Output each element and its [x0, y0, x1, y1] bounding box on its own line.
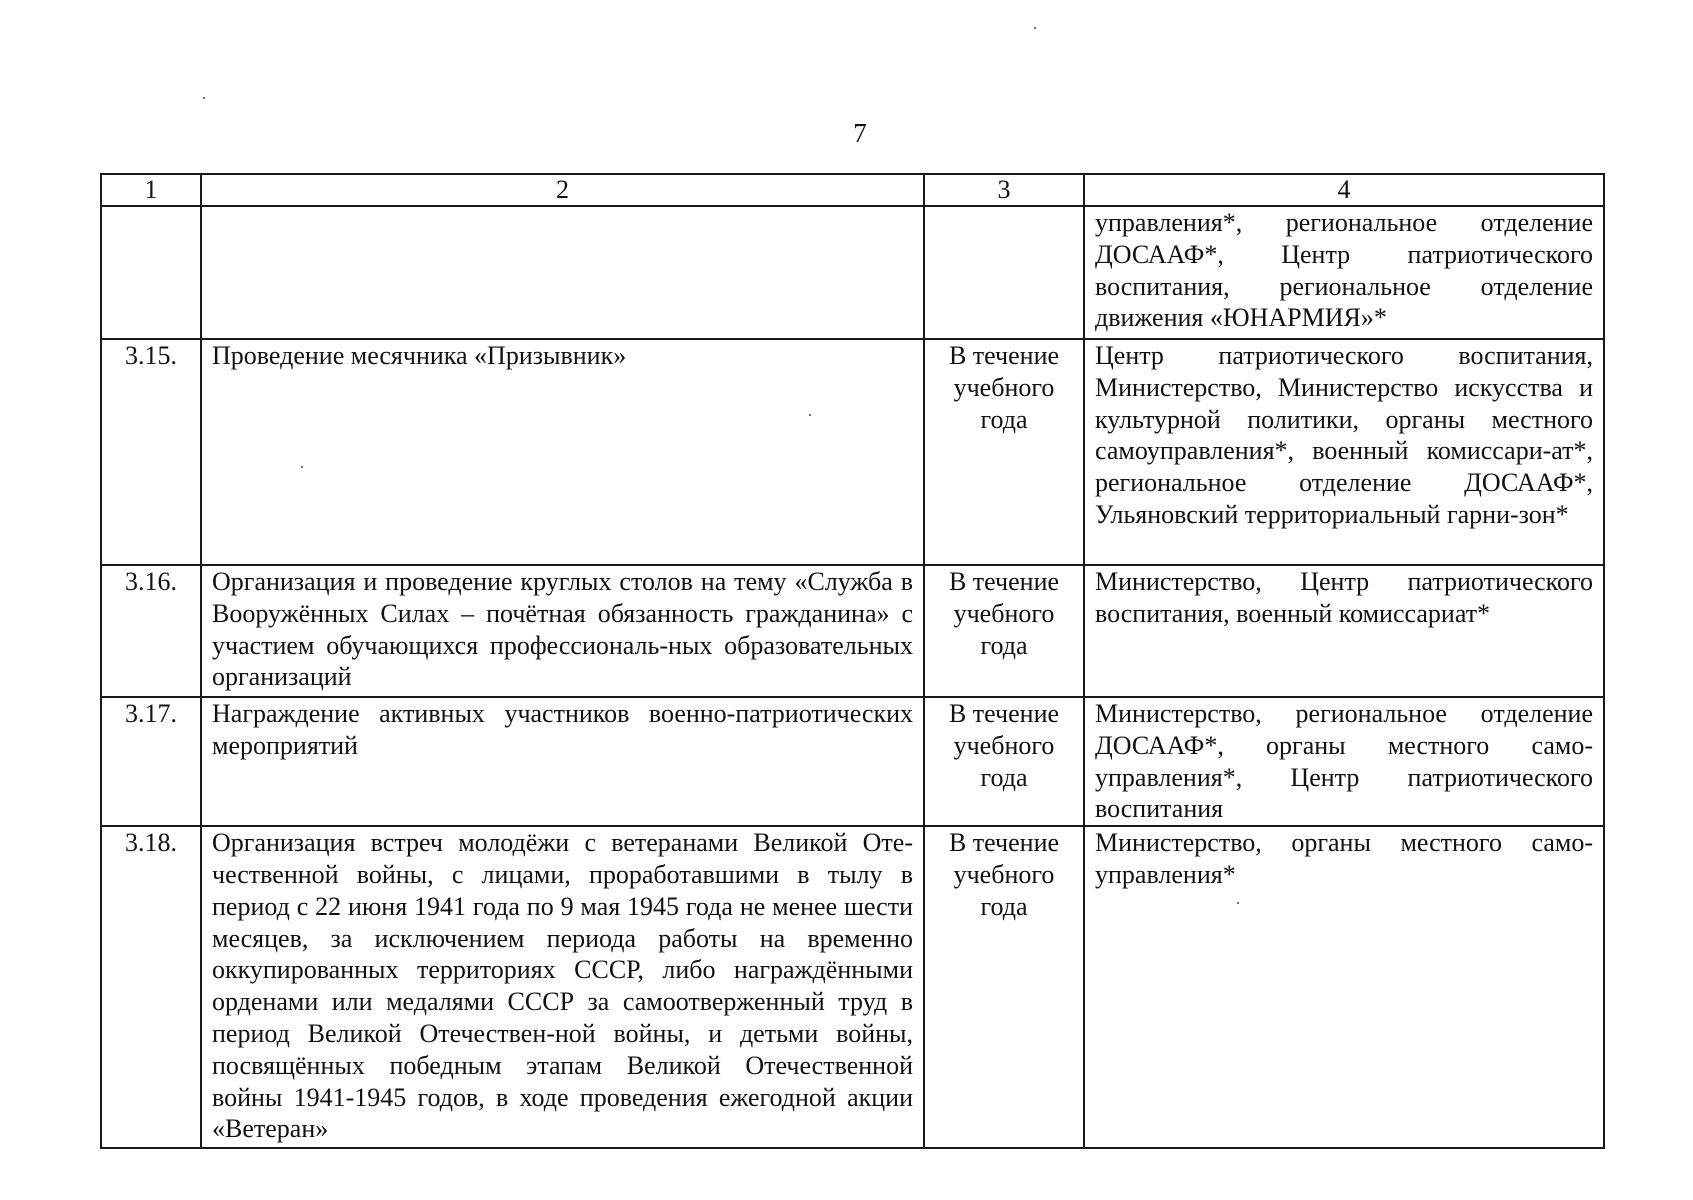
- scan-speck: [203, 97, 205, 99]
- column-header-4: 4: [1084, 174, 1604, 206]
- event-responsible: управления*, региональное отделение ДОСААФ*, Центр патриотического воспитания, региональное отделение движения «ЮНАРМИЯ»*: [1084, 206, 1604, 339]
- event-responsible: Министерство, органы местного само-управления*: [1084, 826, 1604, 1148]
- event-term: [924, 206, 1084, 339]
- table-row: [101, 565, 1604, 697]
- event-term: В течение учебного года: [924, 339, 1084, 565]
- column-header-2: 2: [201, 174, 924, 206]
- event-description: Награждение активных участников военно-патриотических мероприятий: [201, 697, 924, 826]
- event-term: В течение учебного года: [924, 565, 1084, 697]
- event-responsible: Министерство, региональное отделение ДОСААФ*, органы местного само-управления*, Центр патриотического воспитания: [1084, 697, 1604, 826]
- page-number: 7: [853, 118, 867, 148]
- table-row: [101, 826, 1604, 1148]
- event-responsible: Министерство, Центр патриотического воспитания, военный комиссариат*: [1084, 565, 1604, 697]
- item-number: [101, 206, 201, 339]
- table-row: [101, 339, 1604, 565]
- table-row: [101, 697, 1604, 826]
- event-term: В течение учебного года: [924, 697, 1084, 826]
- item-number: 3.16.: [101, 565, 201, 697]
- event-responsible: Центр патриотического воспитания, Министерство, Министерство искусства и культурной политики, органы местного самоуправления*, военный комиссари-ат*, региональное отделение ДОСААФ*, Ульяновский территориальный гарни-зон*: [1084, 339, 1604, 565]
- item-number: 3.15.: [101, 339, 201, 565]
- table-header-row: [101, 174, 1604, 206]
- item-number: 3.17.: [101, 697, 201, 826]
- table-row: [101, 206, 1604, 339]
- column-header-1: 1: [101, 174, 201, 206]
- item-number: 3.18.: [101, 826, 201, 1148]
- event-term: В течение учебного года: [924, 826, 1084, 1148]
- event-description: Проведение месячника «Призывник»: [201, 339, 924, 565]
- column-header-3: 3: [924, 174, 1084, 206]
- scan-speck: [1034, 27, 1036, 29]
- activity-plan-table: [100, 173, 1605, 1149]
- event-description: [201, 206, 924, 339]
- event-description: Организация и проведение круглых столов на тему «Служба в Вооружённых Силах – почётная обязанность гражданина» с участием обучающихся профессиональ-ных образовательных организаций: [201, 565, 924, 697]
- event-description: Организация встреч молодёжи с ветеранами Великой Оте-чественной войны, с лицами, проработавшими в тылу в период с 22 июня 1941 года по 9 мая 1945 года не менее шести месяцев, за исключением периода работы на временно оккупированных территориях СССР, либо награждёнными орденами или медалями СССР за самоотверженный труд в период Великой Отечествен-ной войны, и детьми войны, посвящённых победным этапам Великой Отечественной войны 1941-1945 годов, в ходе проведения ежегодной акции «Ветеран»: [201, 826, 924, 1148]
